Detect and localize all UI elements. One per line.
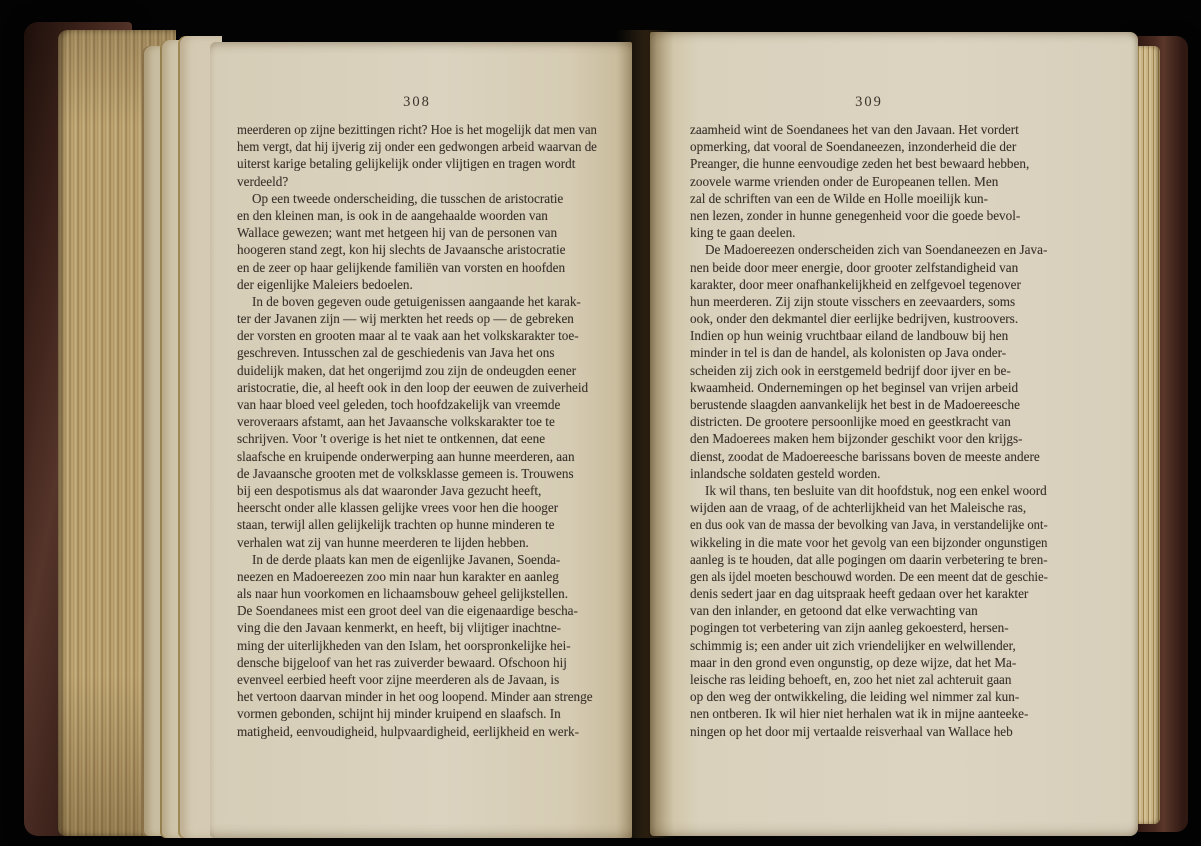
text-line: veroveraars afstamt, aan het Javaansche volkskarakter toe te xyxy=(237,414,555,430)
text-line: op den weg der ontwikkeling, die leiding wel nimmer zal kun- xyxy=(690,689,1020,705)
text-line: en den kleinen man, is ook in de aangehaalde woorden van xyxy=(237,207,548,223)
text-line: en dus ook van de massa der bevolking van Java, in verstandelijke ont- xyxy=(690,517,1048,533)
text-line: nen lezen, zonder in hunne genegenheid voor die goede bevol- xyxy=(690,207,1021,223)
text-line: dienst, zoodat de Madoereesche barissans boven de meeste andere xyxy=(690,448,1040,464)
text-line: zaamheid wint de Soendanees het van den Javaan. Het vordert xyxy=(690,122,1019,137)
text-line: zoovele warme vrienden onder de Europeanen tellen. Men xyxy=(690,173,999,189)
text-line: den Madoerees maken hem bijzonder geschikt voor den krijgs- xyxy=(690,431,1023,447)
text-line: minder in tel is dan de handel, als kolonisten op Java onder- xyxy=(690,345,1007,361)
text-line: berustende slaagden aanvankelijk het best in de Madoereesche xyxy=(690,397,1020,412)
text-line: scheiden zij zich ook in eerstgemeld bedrijf door ijver en be- xyxy=(690,362,1011,378)
text-line: opmerking, dat vooral de Soendaneezen, inzonderheid die der xyxy=(690,139,1017,155)
text-line: duidelijk maken, dat het ongerijmd zou zijn de ondeugden eener xyxy=(237,362,577,378)
text-line: het vertoon daarvan minder in het oog loopend. Minder aan strenge xyxy=(237,689,593,705)
text-line: heerscht onder alle klassen gelijke vrees voor hen die hooger xyxy=(237,500,559,516)
left-page-text xyxy=(237,121,597,740)
text-line: leische ras leiding behoeft, en, zoo het niet zal achteruit gaan xyxy=(690,672,1012,687)
left-page-content xyxy=(237,94,597,740)
text-line: Indien op hun weinig vruchtbaar eiland de landbouw bij hen xyxy=(690,328,1009,344)
text-line: nen beide door meer energie, door grooter zelfstandigheid van xyxy=(690,259,1019,275)
text-line: en de zeer op haar gelijkende familiën van vorsten en hoofden xyxy=(237,259,566,275)
text-line: verdeeld? xyxy=(237,173,289,189)
text-line: de Javaansche grooten met de volksklasse gemeen is. Trouwens xyxy=(237,465,574,481)
left-page xyxy=(210,42,632,838)
text-line: ningen op het door mij vertaalde reisverhaal van Wallace heb xyxy=(690,723,1013,739)
text-line: ter der Javanen zijn — wij merkten het reeds op — de gebreken xyxy=(237,311,574,327)
text-line: ving die den Javaan kenmerkt, en heeft, bij vlijtiger inachtne- xyxy=(237,620,562,636)
text-line: der vorsten en grooten maar al te vaak aan het volkskarakter toe- xyxy=(237,328,579,344)
text-line: meerderen op zijne bezittingen richt? Hoe is het mogelijk dat men van xyxy=(237,122,597,137)
text-line: De Soendanees mist een groot deel van die eigenaardige bescha- xyxy=(237,603,578,619)
text-line: nen ontberen. Ik wil hier niet herhalen wat ik in mijne aanteeke- xyxy=(690,706,1029,722)
page-number: 309 xyxy=(855,94,883,110)
text-line: inlandsche soldaten gesteld worden. xyxy=(690,465,881,481)
right-page-content xyxy=(690,94,1048,740)
text-line: Preanger, die hunne eenvoudige zeden het best bewaard hebben, xyxy=(690,156,1030,172)
right-page-text xyxy=(690,121,1048,740)
text-line: king te gaan deelen. xyxy=(690,225,796,241)
page-number: 308 xyxy=(403,94,431,110)
text-line: schimmig is; een ander uit zich vriendelijker en welwillender, xyxy=(690,637,1016,653)
text-line: In de boven gegeven oude getuigenissen aangaande het karak- xyxy=(252,293,581,309)
text-line: maar in den grond even ongunstig, op deze wijze, dat het Ma- xyxy=(690,654,1017,670)
text-line: Ik wil thans, ten besluite van dit hoofdstuk, nog een enkel woord xyxy=(705,482,1047,498)
text-line: verhalen wat zij van hunne meerderen te lijden hebben. xyxy=(237,534,529,550)
text-line: Op een tweede onderscheiding, die tusschen de aristocratie xyxy=(252,190,564,206)
text-line: karakter, door meer onafhankelijkheid en zelfgevoel tegenover xyxy=(690,276,1021,292)
text-line: In de derde plaats kan men de eigenlijke Javanen, Soenda- xyxy=(252,551,561,567)
text-line: hem vergt, dat hij ijverig zij onder een gedwongen arbeid waarvan de xyxy=(237,139,597,155)
text-line: wijden aan de vraag, of de achterlijkheid van het Maleische ras, xyxy=(690,500,1027,516)
text-line: evenveel eerbied heeft voor zijne meerderen als de Javaan, is xyxy=(237,672,560,687)
text-line: geschreven. Intusschen zal de geschiedenis van Java het ons xyxy=(237,345,555,361)
text-line: matigheid, eenvoudigheid, hulpvaardigheid, eerlijkheid en werk- xyxy=(237,723,580,739)
text-line: der eigenlijke Maleiers bedoelen. xyxy=(237,276,413,292)
text-line: ook, onder den dekmantel dier eerlijke bedrijven, kustroovers. xyxy=(690,311,1019,327)
text-line: districten. De grootere persoonlijke moed en geestkracht van xyxy=(690,414,1011,430)
text-line: gen als ijdel moeten beschouwd worden. De een meent dat de geschie- xyxy=(690,568,1048,584)
text-line: als naar hun voorkomen en lichaamsbouw geheel gelijkstellen. xyxy=(237,586,569,602)
text-line: ming der uiterlijkheden van den Islam, het oorspronkelijke hei- xyxy=(237,637,571,653)
text-line: hun meerderen. Zij zijn stoute visschers en zeevaarders, soms xyxy=(690,293,1016,309)
text-line: staan, terwijl allen gelijkelijk trachten op hunne minderen te xyxy=(237,517,555,533)
text-line: van den inlander, en getoond dat elke verwachting van xyxy=(690,603,978,619)
text-line: wikkeling in die mate voor het gevolg van een bijzonder ongunstigen xyxy=(690,534,1048,550)
text-line: uiterst karige betaling gelijkelijk onder vlijtigen en tragen wordt xyxy=(237,156,576,172)
text-line: hoogeren stand zegt, kon hij slechts de Javaansche aristocratie xyxy=(237,242,566,258)
text-line: denis sedert jaar en dag uitspraak heeft gedaan over het karakter xyxy=(690,586,1029,602)
text-line: aanleg is te houden, dat alle pogingen om daarin verbetering te bren- xyxy=(690,551,1048,567)
text-line: densche bijgeloof van het ras zuiverder bewaard. Ofschoon hij xyxy=(237,654,567,670)
text-line: pogingen tot verbetering van zijn aanleg gekoesterd, hersen- xyxy=(690,620,1009,636)
text-line: De Madoereezen onderscheiden zich van Soendaneezen en Java- xyxy=(705,242,1048,258)
text-line: Wallace gewezen; want met hetgeen hij van de personen van xyxy=(237,225,558,241)
text-line: aristocratie, die, al heeft ook in den loop der eeuwen de zuiverheid xyxy=(237,379,589,395)
right-page xyxy=(650,32,1138,836)
text-line: neezen en Madoereezen zoo min naar hun karakter en aanleg xyxy=(237,568,559,584)
text-line: schrijven. Voor 't overige is het niet te ontkennen, dat eene xyxy=(237,431,546,447)
text-line: kwaamheid. Ondernemingen op het beginsel van vrijen arbeid xyxy=(690,379,1019,395)
text-line: slaafsche en kruipende onderwerping aan hunne meerderen, aan xyxy=(237,448,575,464)
text-line: zal de schriften van een de Wilde en Holle moeilijk kun- xyxy=(690,190,989,206)
text-line: bij een despotismus als dat waaronder Java gezucht heeft, xyxy=(237,482,542,498)
text-line: van haar bloed veel geleden, toch hoofdzakelijk van vreemde xyxy=(237,397,561,412)
text-line: vormen gebonden, schijnt hij minder kruipend en slaafsch. In xyxy=(237,706,561,722)
